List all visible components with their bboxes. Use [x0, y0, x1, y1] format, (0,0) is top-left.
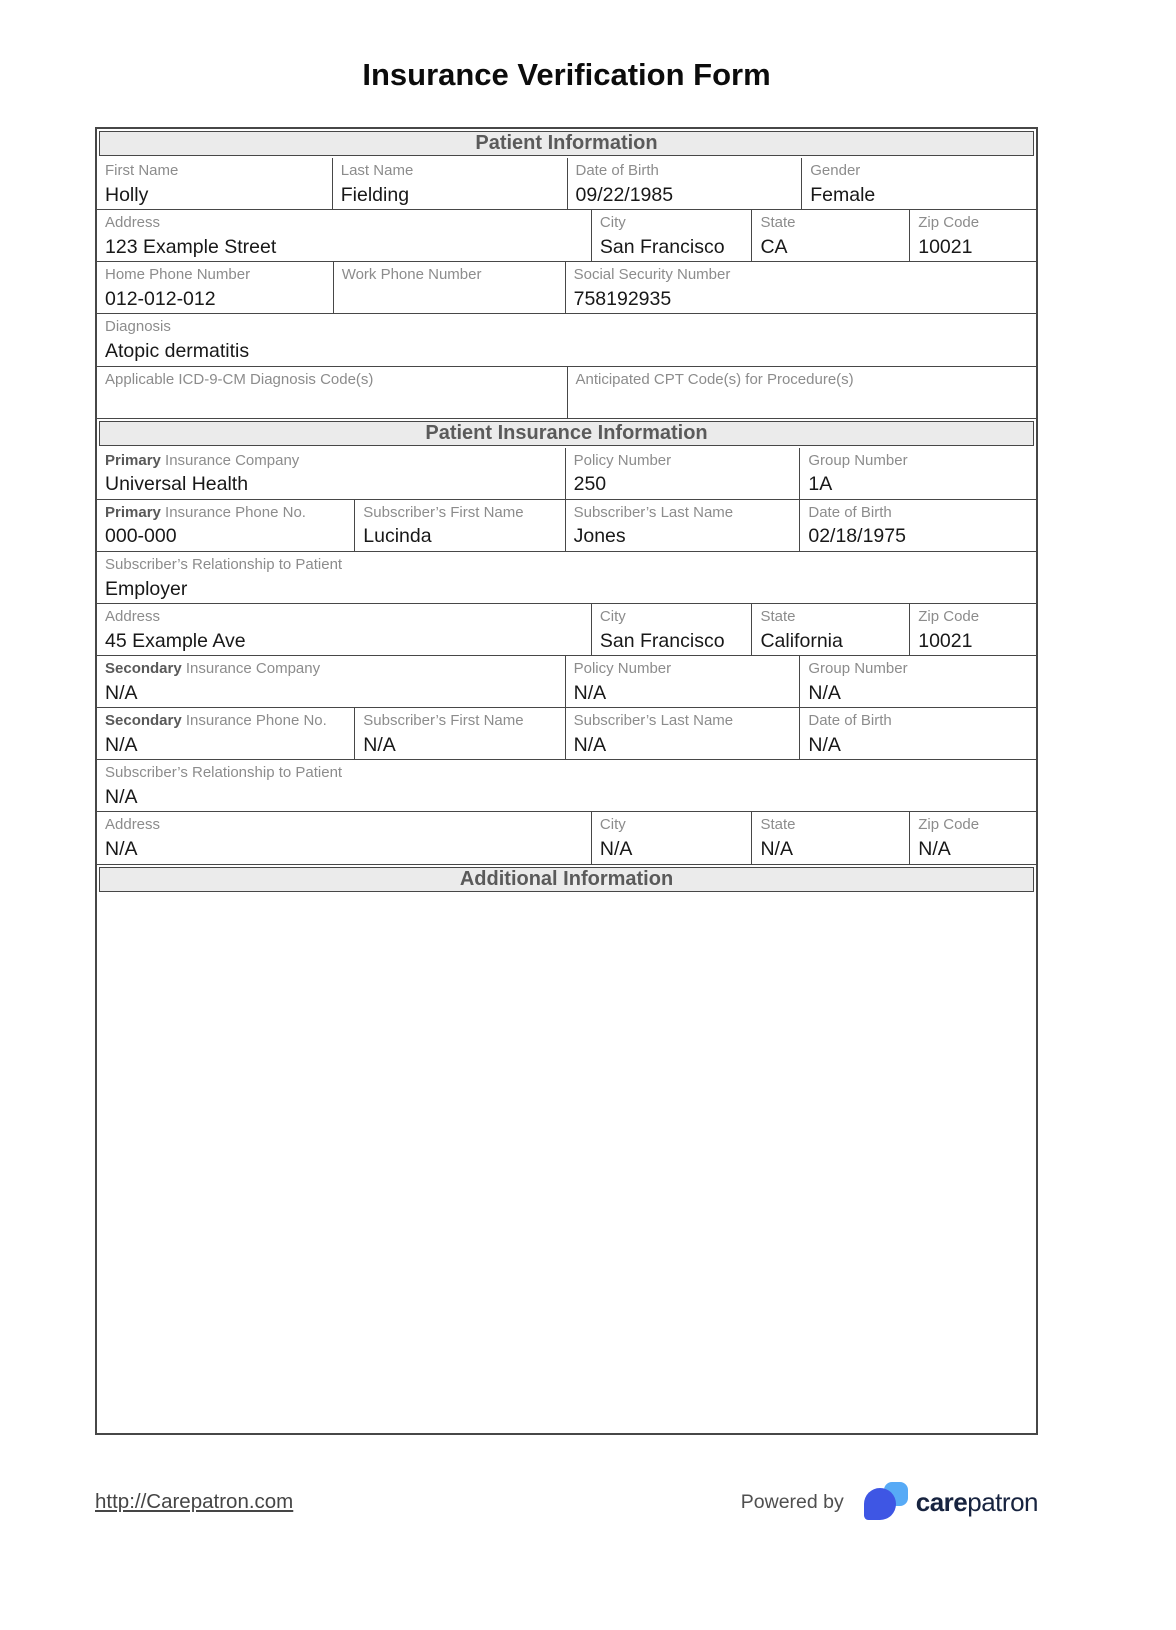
field-value: 45 Example Ave [105, 629, 246, 652]
table-row [97, 158, 1036, 210]
field-work-phone [333, 262, 565, 313]
field-label: Secondary Insurance Phone No. [105, 712, 327, 730]
field-secondary-subscriber-dob [799, 708, 1036, 759]
field-city [591, 210, 752, 261]
field-label: Applicable ICD-9-CM Diagnosis Code(s) [105, 370, 374, 388]
field-value: N/A [105, 786, 138, 808]
section-title: Patient Insurance Information [425, 421, 708, 444]
field-value: 000-000 [105, 525, 177, 548]
field-cpt-codes [567, 367, 1037, 418]
field-label: Home Phone Number [105, 266, 251, 284]
field-value: N/A [573, 681, 607, 704]
field-label: City [599, 214, 626, 232]
field-label: Secondary Insurance Company [105, 660, 321, 677]
field-value: Lucinda [363, 525, 432, 548]
field-secondary-subscriber-relationship [97, 760, 1036, 811]
field-value: Universal Health [105, 473, 249, 496]
field-label: City [599, 816, 626, 834]
field-value: N/A [760, 838, 793, 861]
field-label: Date of Birth [808, 712, 892, 730]
powered-by [741, 1482, 1038, 1522]
field-value: 09/22/1985 [575, 183, 674, 206]
field-value: CA [760, 235, 788, 258]
field-value: Female [810, 183, 876, 206]
field-value: Atopic dermatitis [105, 340, 250, 363]
field-secondary-address [97, 812, 591, 863]
page-title: Insurance Verification Form [362, 57, 771, 92]
field-value: N/A [918, 838, 951, 861]
field-value: 012-012-012 [105, 288, 216, 310]
field-first-name [97, 158, 332, 209]
field-label: Subscriber’s First Name [363, 503, 524, 521]
field-label: Social Security Number [573, 266, 731, 284]
section-title: Patient Information [475, 132, 658, 154]
field-zip-code [909, 210, 1036, 261]
field-label: Anticipated CPT Code(s) for Procedure(s) [575, 370, 854, 388]
table-row [97, 812, 1036, 864]
field-secondary-insurance-company [97, 656, 565, 707]
field-value: San Francisco [599, 629, 725, 652]
field-secondary-subscriber-last-name [565, 708, 800, 759]
field-value: 250 [573, 473, 607, 496]
field-label: Date of Birth [575, 162, 659, 179]
field-label: Primary Insurance Phone No. [105, 503, 306, 521]
additional-information-area [97, 894, 1036, 1433]
field-value: N/A [105, 733, 138, 756]
field-label: Subscriber’s Relationship to Patient [105, 764, 343, 782]
field-value: 1A [808, 473, 833, 496]
field-label: Zip Code [918, 816, 980, 834]
field-secondary-subscriber-first-name [354, 708, 564, 759]
field-value: 02/18/1975 [808, 525, 906, 548]
field-value: San Francisco [599, 235, 725, 258]
field-primary-zip-code [909, 604, 1036, 655]
table-row [97, 708, 1036, 760]
field-primary-subscriber-first-name [354, 500, 564, 551]
brand-rest: patron [967, 1486, 1038, 1517]
field-label: Subscriber’s Last Name [573, 712, 734, 730]
field-label: First Name [105, 162, 179, 179]
field-value: 758192935 [573, 288, 672, 310]
field-label: Address [105, 214, 161, 232]
field-value: Employer [105, 577, 188, 600]
field-label: Work Phone Number [341, 266, 482, 284]
field-label: Gender [810, 162, 861, 179]
field-last-name [332, 158, 567, 209]
field-value: 123 Example Street [105, 235, 277, 258]
field-primary-policy-number [565, 448, 800, 499]
field-secondary-insurance-phone [97, 708, 354, 759]
field-value: Fielding [340, 183, 410, 206]
field-value: California [760, 629, 843, 652]
footer [95, 1482, 1038, 1522]
field-primary-insurance-company [97, 448, 565, 499]
field-label: Address [105, 816, 161, 834]
field-label: Subscriber’s Relationship to Patient [105, 555, 343, 573]
field-secondary-state [751, 812, 909, 863]
field-value: N/A [573, 733, 607, 756]
field-value: N/A [808, 733, 841, 756]
field-label: City [599, 607, 626, 625]
table-row [97, 500, 1036, 552]
field-label: State [760, 607, 796, 625]
field-gender [801, 158, 1036, 209]
field-primary-subscriber-last-name [565, 500, 800, 551]
field-label: Subscriber’s First Name [363, 712, 524, 730]
section-header-patient-insurance-information [99, 421, 1034, 446]
table-row [97, 367, 1036, 419]
field-label: Zip Code [918, 607, 980, 625]
field-value: 10021 [918, 629, 973, 652]
carepatron-wordmark [916, 1487, 1038, 1518]
field-diagnosis [97, 314, 1036, 365]
field-address [97, 210, 591, 261]
section-header-patient-information [99, 131, 1034, 156]
field-state [751, 210, 909, 261]
carepatron-logo-icon [862, 1482, 912, 1522]
field-label: Last Name [340, 162, 414, 179]
field-label: Date of Birth [808, 503, 892, 521]
field-value: Holly [105, 183, 149, 206]
table-row [97, 656, 1036, 708]
field-secondary-policy-number [565, 656, 800, 707]
field-label: Policy Number [573, 451, 672, 469]
field-secondary-city [591, 812, 752, 863]
field-label: Zip Code [918, 214, 980, 232]
field-label: State [760, 214, 796, 232]
table-row [97, 314, 1036, 366]
field-primary-insurance-phone [97, 500, 354, 551]
field-value: Jones [573, 525, 626, 548]
field-value: N/A [363, 733, 396, 756]
field-date-of-birth [567, 158, 802, 209]
field-primary-address [97, 604, 591, 655]
logo-bubble-dark-icon [864, 1488, 896, 1520]
field-primary-state [751, 604, 909, 655]
field-secondary-zip-code [909, 812, 1036, 863]
section-title: Additional Information [459, 867, 674, 890]
field-label: Subscriber’s Last Name [573, 503, 734, 521]
field-label: Group Number [808, 451, 908, 469]
field-label: Group Number [808, 660, 908, 677]
field-label: Primary Insurance Company [105, 451, 300, 469]
table-row [97, 262, 1036, 314]
table-row [97, 210, 1036, 262]
field-value: N/A [808, 681, 841, 704]
carepatron-link[interactable]: http://Carepatron.com [95, 1490, 294, 1513]
field-value: N/A [105, 681, 138, 704]
field-value: 10021 [918, 235, 973, 258]
field-label: State [760, 816, 796, 834]
section-header-additional-information [99, 867, 1034, 892]
table-row [97, 448, 1036, 500]
field-value: N/A [599, 838, 633, 861]
table-row [97, 552, 1036, 604]
table-row [97, 604, 1036, 656]
field-label: Address [105, 607, 161, 625]
field-primary-subscriber-dob [799, 500, 1036, 551]
field-primary-group-number [799, 448, 1036, 499]
field-label: Policy Number [573, 660, 672, 677]
field-secondary-group-number [799, 656, 1036, 707]
field-label: Diagnosis [105, 318, 171, 336]
form-table [95, 127, 1038, 1435]
field-ssn [565, 262, 1036, 313]
field-icd-codes [97, 367, 567, 418]
field-home-phone [97, 262, 333, 313]
field-primary-subscriber-relationship [97, 552, 1036, 603]
field-value: N/A [105, 838, 138, 861]
brand-bold: care [915, 1486, 968, 1517]
field-primary-city [591, 604, 752, 655]
table-row [97, 760, 1036, 812]
powered-by-label: Powered by [740, 1490, 844, 1513]
